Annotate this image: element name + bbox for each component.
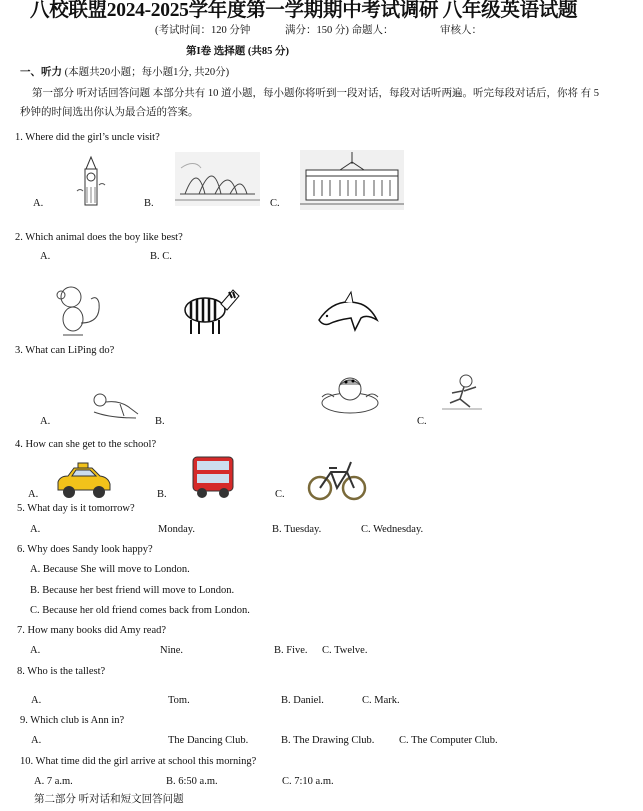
option-a: A. 7 a.m. [34,776,73,787]
question-9: 9. Which club is Ann in? [20,715,125,726]
part2-heading: 第二部分 听对话和短文回答问题 [34,794,184,805]
exam-title: 八校联盟2024-2025学年度第一学期期中考试调研 八年级英语试题 [30,0,578,21]
question-5: 5. What day is it tomorrow? [17,503,135,514]
option-b: B. [157,489,167,500]
option-a: A. [30,645,41,656]
exam-reviewer: 审核人： [440,25,482,36]
option-b: B. Tuesday. [272,524,322,535]
exam-score: 满分：150 分) 命题人： [285,25,394,36]
big-ben-icon [75,155,107,207]
monkey-icon [55,283,107,339]
question-1: 1. Where did the girl’s uncle visit? [15,132,160,143]
option-c: C. Wednesday. [361,524,424,535]
swimming-boy-icon [318,373,382,417]
question-6: 6. Why does Sandy look happy? [17,544,153,555]
white-house-icon [300,150,404,210]
option-a: A. Because She will move to London. [30,564,190,575]
question-2: 2. Which animal does the boy like best? [15,232,183,243]
option-a: A. [40,416,51,427]
option-c: C. Twelve. [322,645,368,656]
option-c: C. [275,489,285,500]
option-a: A. [30,524,41,535]
exam-time: (考试时间：120 分钟 [155,25,251,36]
question-3: 3. What can LiPing do? [15,345,115,356]
volume-heading: 第I卷 选择题 (共85 分) [186,46,289,57]
option-b: B. [155,416,165,427]
bicycle-icon [307,458,367,502]
taxi-icon [54,462,112,500]
option-b: B. Daniel. [281,695,324,706]
section-title: 一、听力 [20,67,62,78]
zebra-icon [175,282,241,338]
option-a: A. [31,695,42,706]
option-b: B. The Drawing Club. [281,735,375,746]
option-a-text: Tom. [168,695,190,706]
option-a-text: Nine. [160,645,184,656]
option-c: C. Mark. [362,695,400,706]
question-10: 10. What time did the girl arrive at school this morning? [20,756,257,767]
question-8: 8. Who is the tallest? [17,666,106,677]
lying-boy-icon [90,390,142,422]
option-c: C. 7:10 a.m. [282,776,334,787]
option-a: A. [40,251,51,262]
dolphin-icon [315,290,381,336]
option-b: B. [144,198,154,209]
option-c: C. [270,198,280,209]
bus-icon [190,455,236,499]
option-a: A. [33,198,44,209]
option-c: C. [417,416,427,427]
instructions-line2: 秒钟的时间选出你认为最合适的答案。 [20,107,199,118]
option-a-text: The Dancing Club. [168,735,249,746]
option-b: B. 6:50 a.m. [166,776,218,787]
option-b: B. Five. [274,645,308,656]
running-boy-icon [440,373,486,413]
section-note: (本题共20小题；每小题1分, 共20分) [64,67,230,78]
option-bc: B. C. [150,251,172,262]
section-heading [20,67,229,79]
option-a: A. [31,735,42,746]
option-a: A. [28,489,39,500]
question-4: 4. How can she get to the school? [15,439,157,450]
instructions-line1: 第一部分 听对话回答问题 本部分共有 10 道小题，每小题你将听到一段对话，每段对话听两遍。听完每段对话后，你将 有 5 [32,88,599,99]
question-7: 7. How many books did Amy read? [17,625,167,636]
option-a-text: Monday. [158,524,195,535]
option-b: B. Because her best friend will move to London. [30,585,235,596]
opera-house-icon [175,152,260,206]
option-c: C. Because her old friend comes back from London. [30,605,250,616]
option-c: C. The Computer Club. [399,735,498,746]
